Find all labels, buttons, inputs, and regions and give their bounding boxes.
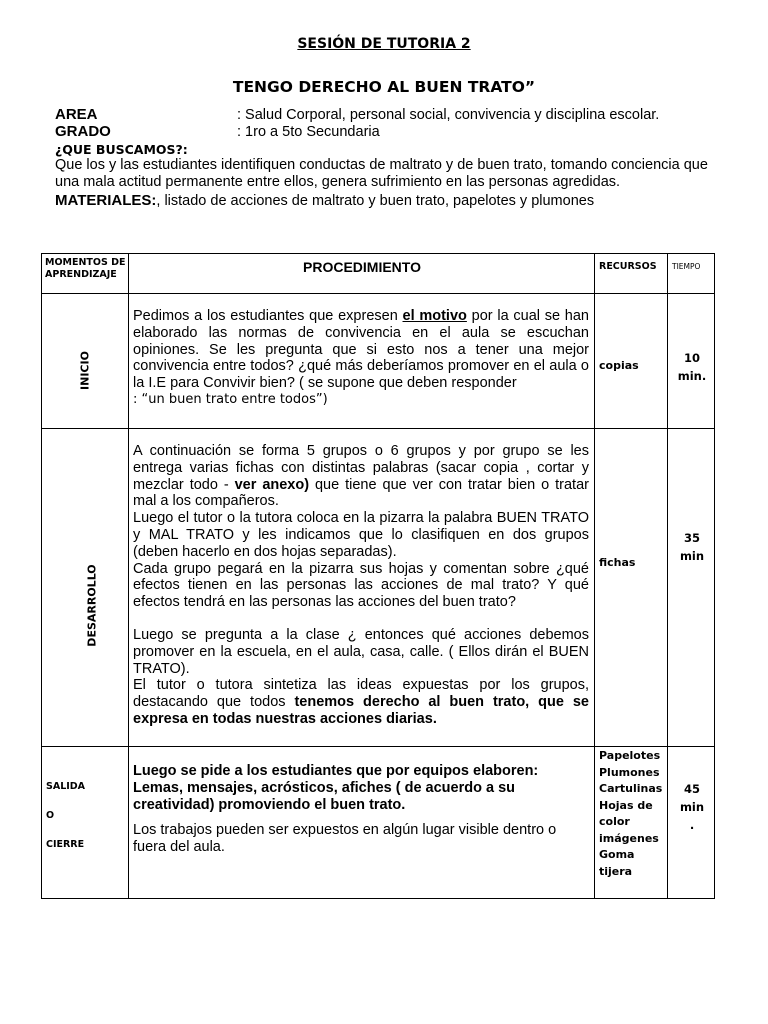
salida-text-2: Los trabajos pueden ser expuestos en algún lugar visible dentro o fuera del aula. <box>133 822 557 856</box>
tiempo-inicio-unit: min. <box>677 369 707 383</box>
desarrollo-text-2: Luego el tutor o la tutora coloca en la pizarra la palabra BUEN TRATO y MAL TRATO y les indicamos que lo clasifiquen en dos grupos (deben hacerlo en dos hojas separadas). <box>133 510 589 560</box>
inicio-text-quote: : “un buen trato entre todos”) <box>133 391 328 407</box>
header-momentos-line2: APRENDIZAJE <box>45 269 117 280</box>
tiempo-salida <box>670 780 714 834</box>
desarrollo-text-anexo: ver anexo) <box>234 476 310 493</box>
grado-value: : 1ro a 5to Secundaria <box>237 124 380 140</box>
session-title: SESIÓN DE TUTORIA 2 <box>297 36 471 52</box>
recurso-salida-item: Papelotes <box>599 749 661 762</box>
spacer <box>133 611 589 627</box>
procedure-inicio <box>133 308 589 409</box>
table-border-bottom <box>41 898 715 899</box>
spacer <box>133 813 589 822</box>
desarrollo-text-5a: El tutor o tutora sintetiza las ideas expuestas por los grupos, destacando que todos <box>133 677 589 711</box>
recurso-inicio: copias <box>599 359 639 372</box>
recurso-salida-item: Cartulinas <box>599 782 663 795</box>
desarrollo-text-3: Cada grupo pegará en la pizarra sus hojas y comentan sobre ¿qué efectos tienen en las personas las acciones de mal trato? Y qué efectos tendrá en las personas las acciones del buen trato? <box>133 560 589 611</box>
session-table <box>41 253 715 899</box>
objective-text: Que los y las estudiantes identifiquen conductas de maltrato y de buen trato, tomando conciencia que una mala actitud permanente entre ellos, genera sufrimiento en las personas agredidas. <box>55 157 708 190</box>
table-border-top <box>41 253 715 254</box>
session-subtitle: TENGO DERECHO AL BUEN TRATO” <box>232 78 536 96</box>
momento-salida-1: SALIDA <box>46 781 86 792</box>
recursos-salida <box>599 748 662 880</box>
desarrollo-text-a: A continuación se forma 5 grupos o 6 grupos y por grupo se les entrega varias fichas con distintas palabras (sacar copia , cortar y mezclar todo - <box>133 443 589 493</box>
header-momentos-line1: MOMENTOS DE <box>45 257 126 268</box>
desarrollo-text-5b: tenemos derecho al buen trato, que se expresa en todas nuestras acciones diarias. <box>133 694 589 727</box>
momento-salida-3: CIERRE <box>46 839 85 850</box>
recurso-salida-item: Hojas de <box>599 798 653 812</box>
header-tiempo: TIEMPO <box>672 262 701 271</box>
header-recursos: RECURSOS <box>599 261 657 272</box>
col-divider-2 <box>594 253 595 899</box>
row-divider-header <box>41 293 715 294</box>
recurso-salida-item: tijera <box>599 864 633 878</box>
area-row <box>55 107 735 123</box>
recurso-desarrollo: fichas <box>599 556 636 569</box>
momento-salida-2: O <box>46 810 55 821</box>
tiempo-desarrollo <box>670 529 714 565</box>
desarrollo-text-c: que tiene que ver con tratar bien o tratar mal a los compañeros. <box>133 476 589 510</box>
procedure-salida <box>133 763 589 856</box>
grado-label: GRADO <box>55 123 111 140</box>
tiempo-desarrollo-value: 35 <box>683 531 700 545</box>
tiempo-inicio-value: 10 <box>683 351 700 365</box>
table-border-right <box>714 253 715 899</box>
buscamos-label: ¿QUE BUSCAMOS?: <box>55 142 188 157</box>
materials-row <box>55 192 735 209</box>
salida-text-1: Luego se pide a los estudiantes que por equipos elaboren: Lemas, mensajes, acrósticos, afiches ( de acuerdo a su creatividad) promoviendo el buen trato. <box>133 763 539 813</box>
area-value: : Salud Corporal, personal social, convivencia y disciplina escolar. <box>237 107 660 123</box>
recurso-salida-item: imágenes <box>599 831 659 845</box>
inicio-text-c: por la cual se han elaborado las normas de convivencia en el aula se escuchan opiniones. Se les pregunta que si esto nos a tener una mejor convivencia entre todos? ¿qué más deberíamos promover en el aula o la I.E para Convivir bien? ( se supone que deben responder <box>133 308 589 392</box>
recurso-salida-item: Goma <box>599 848 635 861</box>
col-divider-1 <box>128 253 129 899</box>
header-momentos <box>45 257 126 281</box>
inicio-text-a: Pedimos a los estudiantes que expresen <box>133 308 403 324</box>
procedure-desarrollo <box>133 443 589 728</box>
col-divider-3 <box>667 253 668 899</box>
desarrollo-text-4: Luego se pregunta a la clase ¿ entonces qué acciones debemos promover en la escuela, en el aula, casa, calle. ( Ellos dirán el BUEN TRATO). <box>133 626 589 677</box>
momento-desarrollo: DESARROLLO <box>85 564 99 647</box>
header-procedimiento: PROCEDIMIENTO <box>303 259 421 275</box>
momento-inicio: INICIO <box>78 351 92 390</box>
momento-salida <box>46 772 85 859</box>
grado-row <box>55 124 735 140</box>
tiempo-salida-value: 45 <box>683 782 700 796</box>
tiempo-inicio <box>670 349 714 385</box>
area-label: AREA <box>55 106 98 123</box>
inicio-text-motivo: el motivo <box>402 308 467 324</box>
tiempo-desarrollo-unit: min <box>679 549 705 563</box>
tiempo-salida-unit: min <box>679 800 705 814</box>
tiempo-salida-dot: . <box>689 818 695 832</box>
table-border-left <box>41 253 42 899</box>
row-divider-inicio <box>41 428 715 429</box>
row-divider-desarrollo <box>41 746 715 747</box>
materials-label: MATERIALES: <box>55 192 157 209</box>
recurso-salida-item: color <box>599 815 630 828</box>
recurso-salida-item: Plumones <box>599 765 660 779</box>
materials-value: , listado de acciones de maltrato y buen trato, papelotes y plumones <box>156 193 595 209</box>
